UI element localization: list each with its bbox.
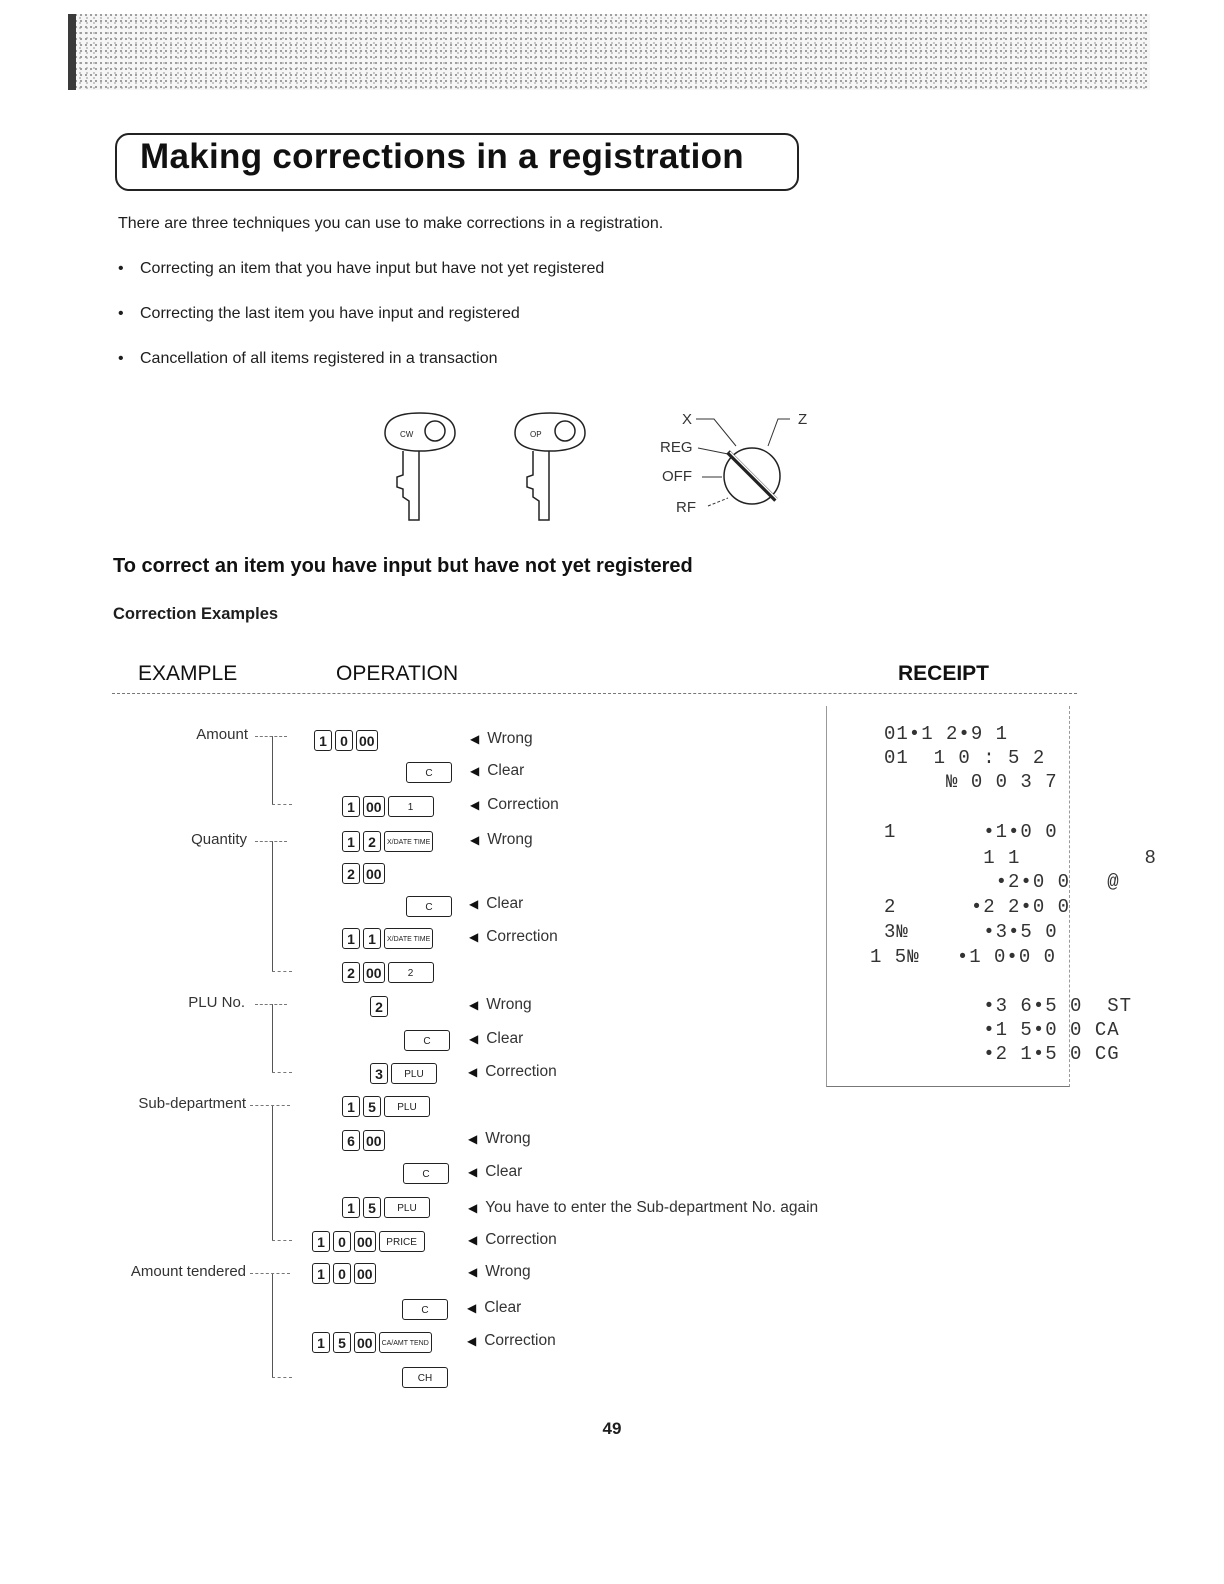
key-00: 00 xyxy=(354,1263,376,1284)
key-1: 1 xyxy=(363,928,381,949)
example-amount: Amount xyxy=(196,726,248,743)
operation-note xyxy=(469,895,523,913)
bracket-amount xyxy=(272,736,273,804)
key-sequence xyxy=(342,1129,385,1151)
switch-rf-label: RF xyxy=(676,499,696,516)
key-sequence xyxy=(312,1331,432,1353)
key-00: 00 xyxy=(356,730,378,751)
bracket-tick xyxy=(250,1105,290,1106)
key-plu: PLU xyxy=(384,1096,430,1117)
mode-switch-icon xyxy=(650,402,820,522)
key-1: 1 xyxy=(342,928,360,949)
op-key-label: OP xyxy=(530,430,542,439)
arrow-left-icon: ◀ xyxy=(469,1032,479,1046)
key-dept-1: 1 xyxy=(388,796,434,817)
page-title: Making corrections in a registration xyxy=(140,137,744,176)
receipt-line: № 0 0 3 7 xyxy=(884,771,1058,793)
operation-note xyxy=(468,1130,531,1148)
receipt-line: 1 1 8 xyxy=(884,847,1157,869)
operation-note xyxy=(468,1263,531,1281)
operation-note xyxy=(470,762,524,780)
note-text: Clear xyxy=(486,895,524,912)
key-sequence xyxy=(406,895,452,917)
bullet-icon: • xyxy=(118,350,124,367)
key-check: CH xyxy=(402,1367,448,1388)
key-x-date-time: X/DATE TIME xyxy=(384,928,433,949)
receipt-line: •3 6•5 0 ST xyxy=(884,995,1133,1017)
key-00: 00 xyxy=(363,863,385,884)
key-dept-2: 2 xyxy=(388,962,434,983)
arrow-left-icon: ◀ xyxy=(470,732,480,746)
key-1: 1 xyxy=(342,831,360,852)
key-price: PRICE xyxy=(379,1231,425,1252)
arrow-left-icon: ◀ xyxy=(468,1233,478,1247)
key-00: 00 xyxy=(363,796,385,817)
key-1: 1 xyxy=(312,1231,330,1252)
arrow-left-icon: ◀ xyxy=(469,897,479,911)
arrow-left-icon: ◀ xyxy=(469,998,479,1012)
arrow-left-icon: ◀ xyxy=(468,1065,478,1079)
operation-note xyxy=(468,1063,557,1081)
bracket-tick xyxy=(250,1273,290,1274)
switch-off-label: OFF xyxy=(662,468,692,485)
arrow-left-icon: ◀ xyxy=(468,1165,478,1179)
note-text: Correction xyxy=(484,1332,556,1349)
key-2: 2 xyxy=(363,831,381,852)
arrow-left-icon: ◀ xyxy=(467,1301,477,1315)
receipt-line: 01•1 2•9 1 xyxy=(884,723,1009,745)
key-clear: C xyxy=(406,762,452,783)
key-sequence xyxy=(312,1230,425,1252)
page-number: 49 xyxy=(602,1419,622,1438)
operation-note xyxy=(470,730,533,748)
key-sequence xyxy=(406,761,452,783)
note-text: Wrong xyxy=(485,1263,531,1280)
cw-key-icon xyxy=(375,405,465,525)
arrow-left-icon: ◀ xyxy=(467,1334,477,1348)
key-5: 5 xyxy=(363,1197,381,1218)
receipt-line: 3№ •3•5 0 xyxy=(884,921,1058,943)
key-sequence xyxy=(342,862,385,884)
banner-edge xyxy=(68,14,76,90)
note-text: Correction xyxy=(485,1231,557,1248)
header-banner xyxy=(70,14,1150,90)
switch-x-label: X xyxy=(682,411,693,428)
col-operation: OPERATION xyxy=(336,662,459,685)
header-rule xyxy=(112,693,1077,694)
note-text: Wrong xyxy=(487,831,533,848)
key-1: 1 xyxy=(342,1096,360,1117)
key-clear: C xyxy=(402,1299,448,1320)
key-sequence xyxy=(314,729,378,751)
bracket-tick xyxy=(255,1004,287,1005)
key-sequence xyxy=(342,1196,430,1218)
key-1: 1 xyxy=(342,1197,360,1218)
receipt-line: •2 1•5 0 CG xyxy=(884,1043,1120,1065)
note-text: Wrong xyxy=(486,996,532,1013)
arrow-left-icon: ◀ xyxy=(470,764,480,778)
receipt-line: 1 •1•0 0 xyxy=(884,821,1058,843)
section-heading: To correct an item you have input but have not yet registered xyxy=(113,555,693,577)
key-00: 00 xyxy=(363,962,385,983)
bullet-icon: • xyxy=(118,305,124,322)
key-sequence xyxy=(312,1262,376,1284)
note-text: Correction xyxy=(485,1063,557,1080)
key-5: 5 xyxy=(363,1096,381,1117)
bracket-tendered xyxy=(272,1273,273,1377)
bracket-plu xyxy=(272,1004,273,1072)
key-ca-amt-tend: CA/AMT TEND xyxy=(379,1332,432,1353)
key-0: 0 xyxy=(333,1231,351,1252)
intro-text: There are three techniques you can use to make corrections in a registration. xyxy=(118,215,664,232)
operation-note xyxy=(468,1231,557,1249)
bracket-tick xyxy=(272,1377,292,1378)
bullet-item xyxy=(118,305,520,323)
operation-note xyxy=(468,1199,818,1217)
bullet-text: Correcting an item that you have input but have not yet registered xyxy=(140,260,605,277)
key-3: 3 xyxy=(370,1063,388,1084)
example-subdept: Sub-department xyxy=(138,1095,246,1112)
correction-examples-heading: Correction Examples xyxy=(113,605,279,623)
receipt-line: •1 5•0 0 CA xyxy=(884,1019,1120,1041)
key-1: 1 xyxy=(312,1332,330,1353)
key-2: 2 xyxy=(342,962,360,983)
key-plu: PLU xyxy=(384,1197,430,1218)
key-clear: C xyxy=(406,896,452,917)
note-text: Wrong xyxy=(487,730,533,747)
key-00: 00 xyxy=(363,1130,385,1151)
key-sequence xyxy=(342,1095,430,1117)
key-5: 5 xyxy=(333,1332,351,1353)
arrow-left-icon: ◀ xyxy=(468,1265,478,1279)
bracket-tick xyxy=(255,841,287,842)
example-quantity: Quantity xyxy=(191,831,247,848)
key-1: 1 xyxy=(342,796,360,817)
example-tendered: Amount tendered xyxy=(130,1263,246,1280)
key-sequence xyxy=(342,927,433,949)
note-text: You have to enter the Sub-department No. again xyxy=(485,1199,819,1216)
col-example: EXAMPLE xyxy=(138,662,238,685)
bullet-item xyxy=(118,350,498,368)
note-text: Clear xyxy=(487,762,525,779)
operation-note xyxy=(467,1299,521,1317)
arrow-left-icon: ◀ xyxy=(470,833,480,847)
bullet-item xyxy=(118,260,604,278)
receipt-line: 1 5№ •1 0•0 0 xyxy=(870,946,1057,968)
key-x-date-time: X/DATE TIME xyxy=(384,831,433,852)
key-sequence xyxy=(342,961,434,983)
key-plu: PLU xyxy=(391,1063,437,1084)
key-2: 2 xyxy=(370,996,388,1017)
key-00: 00 xyxy=(354,1332,376,1353)
receipt-line: 01 1 0 : 5 2 xyxy=(884,747,1046,769)
key-0: 0 xyxy=(333,1263,351,1284)
bullet-text: Correcting the last item you have input and registered xyxy=(140,305,520,322)
note-text: Clear xyxy=(486,1030,524,1047)
arrow-left-icon: ◀ xyxy=(468,1201,478,1215)
cw-key-label: CW xyxy=(400,430,414,439)
bracket-tick xyxy=(272,804,292,805)
bracket-quantity xyxy=(272,841,273,971)
arrow-left-icon: ◀ xyxy=(469,930,479,944)
key-sequence xyxy=(402,1298,448,1320)
bracket-subdept xyxy=(272,1105,273,1240)
receipt-line: 2 •2 2•0 0 xyxy=(884,896,1071,918)
switch-z-label: Z xyxy=(798,411,808,428)
note-text: Clear xyxy=(485,1163,523,1180)
arrow-left-icon: ◀ xyxy=(468,1132,478,1146)
key-00: 00 xyxy=(354,1231,376,1252)
bullet-text: Cancellation of all items registered in a transaction xyxy=(140,350,498,367)
arrow-left-icon: ◀ xyxy=(470,798,480,812)
op-key-icon xyxy=(505,405,595,525)
key-clear: C xyxy=(404,1030,450,1051)
bracket-tick xyxy=(272,971,292,972)
key-sequence xyxy=(404,1029,450,1051)
bullet-icon: • xyxy=(118,260,124,277)
key-1: 1 xyxy=(312,1263,330,1284)
key-0: 0 xyxy=(335,730,353,751)
operation-note xyxy=(470,831,533,849)
note-text: Correction xyxy=(487,796,559,813)
bracket-tick xyxy=(272,1072,292,1073)
key-sequence xyxy=(342,795,434,817)
note-text: Correction xyxy=(486,928,558,945)
example-plu: PLU No. xyxy=(188,994,245,1011)
col-receipt: RECEIPT xyxy=(898,662,990,685)
operation-note xyxy=(469,928,558,946)
operation-note xyxy=(469,996,532,1014)
key-sequence xyxy=(370,995,388,1017)
key-sequence xyxy=(370,1062,437,1084)
key-clear: C xyxy=(403,1163,449,1184)
bracket-tick xyxy=(272,1240,292,1241)
operation-note xyxy=(467,1332,556,1350)
key-6: 6 xyxy=(342,1130,360,1151)
key-1: 1 xyxy=(314,730,332,751)
note-text: Clear xyxy=(484,1299,522,1316)
key-sequence xyxy=(403,1162,449,1184)
key-sequence xyxy=(342,830,433,852)
switch-reg-label: REG xyxy=(660,439,693,456)
key-2: 2 xyxy=(342,863,360,884)
receipt-line: •2•0 0 @ xyxy=(884,871,1120,893)
key-sequence xyxy=(402,1366,448,1388)
operation-note xyxy=(468,1163,522,1181)
note-text: Wrong xyxy=(485,1130,531,1147)
operation-note xyxy=(469,1030,523,1048)
operation-note xyxy=(470,796,559,814)
bracket-tick xyxy=(255,736,287,737)
